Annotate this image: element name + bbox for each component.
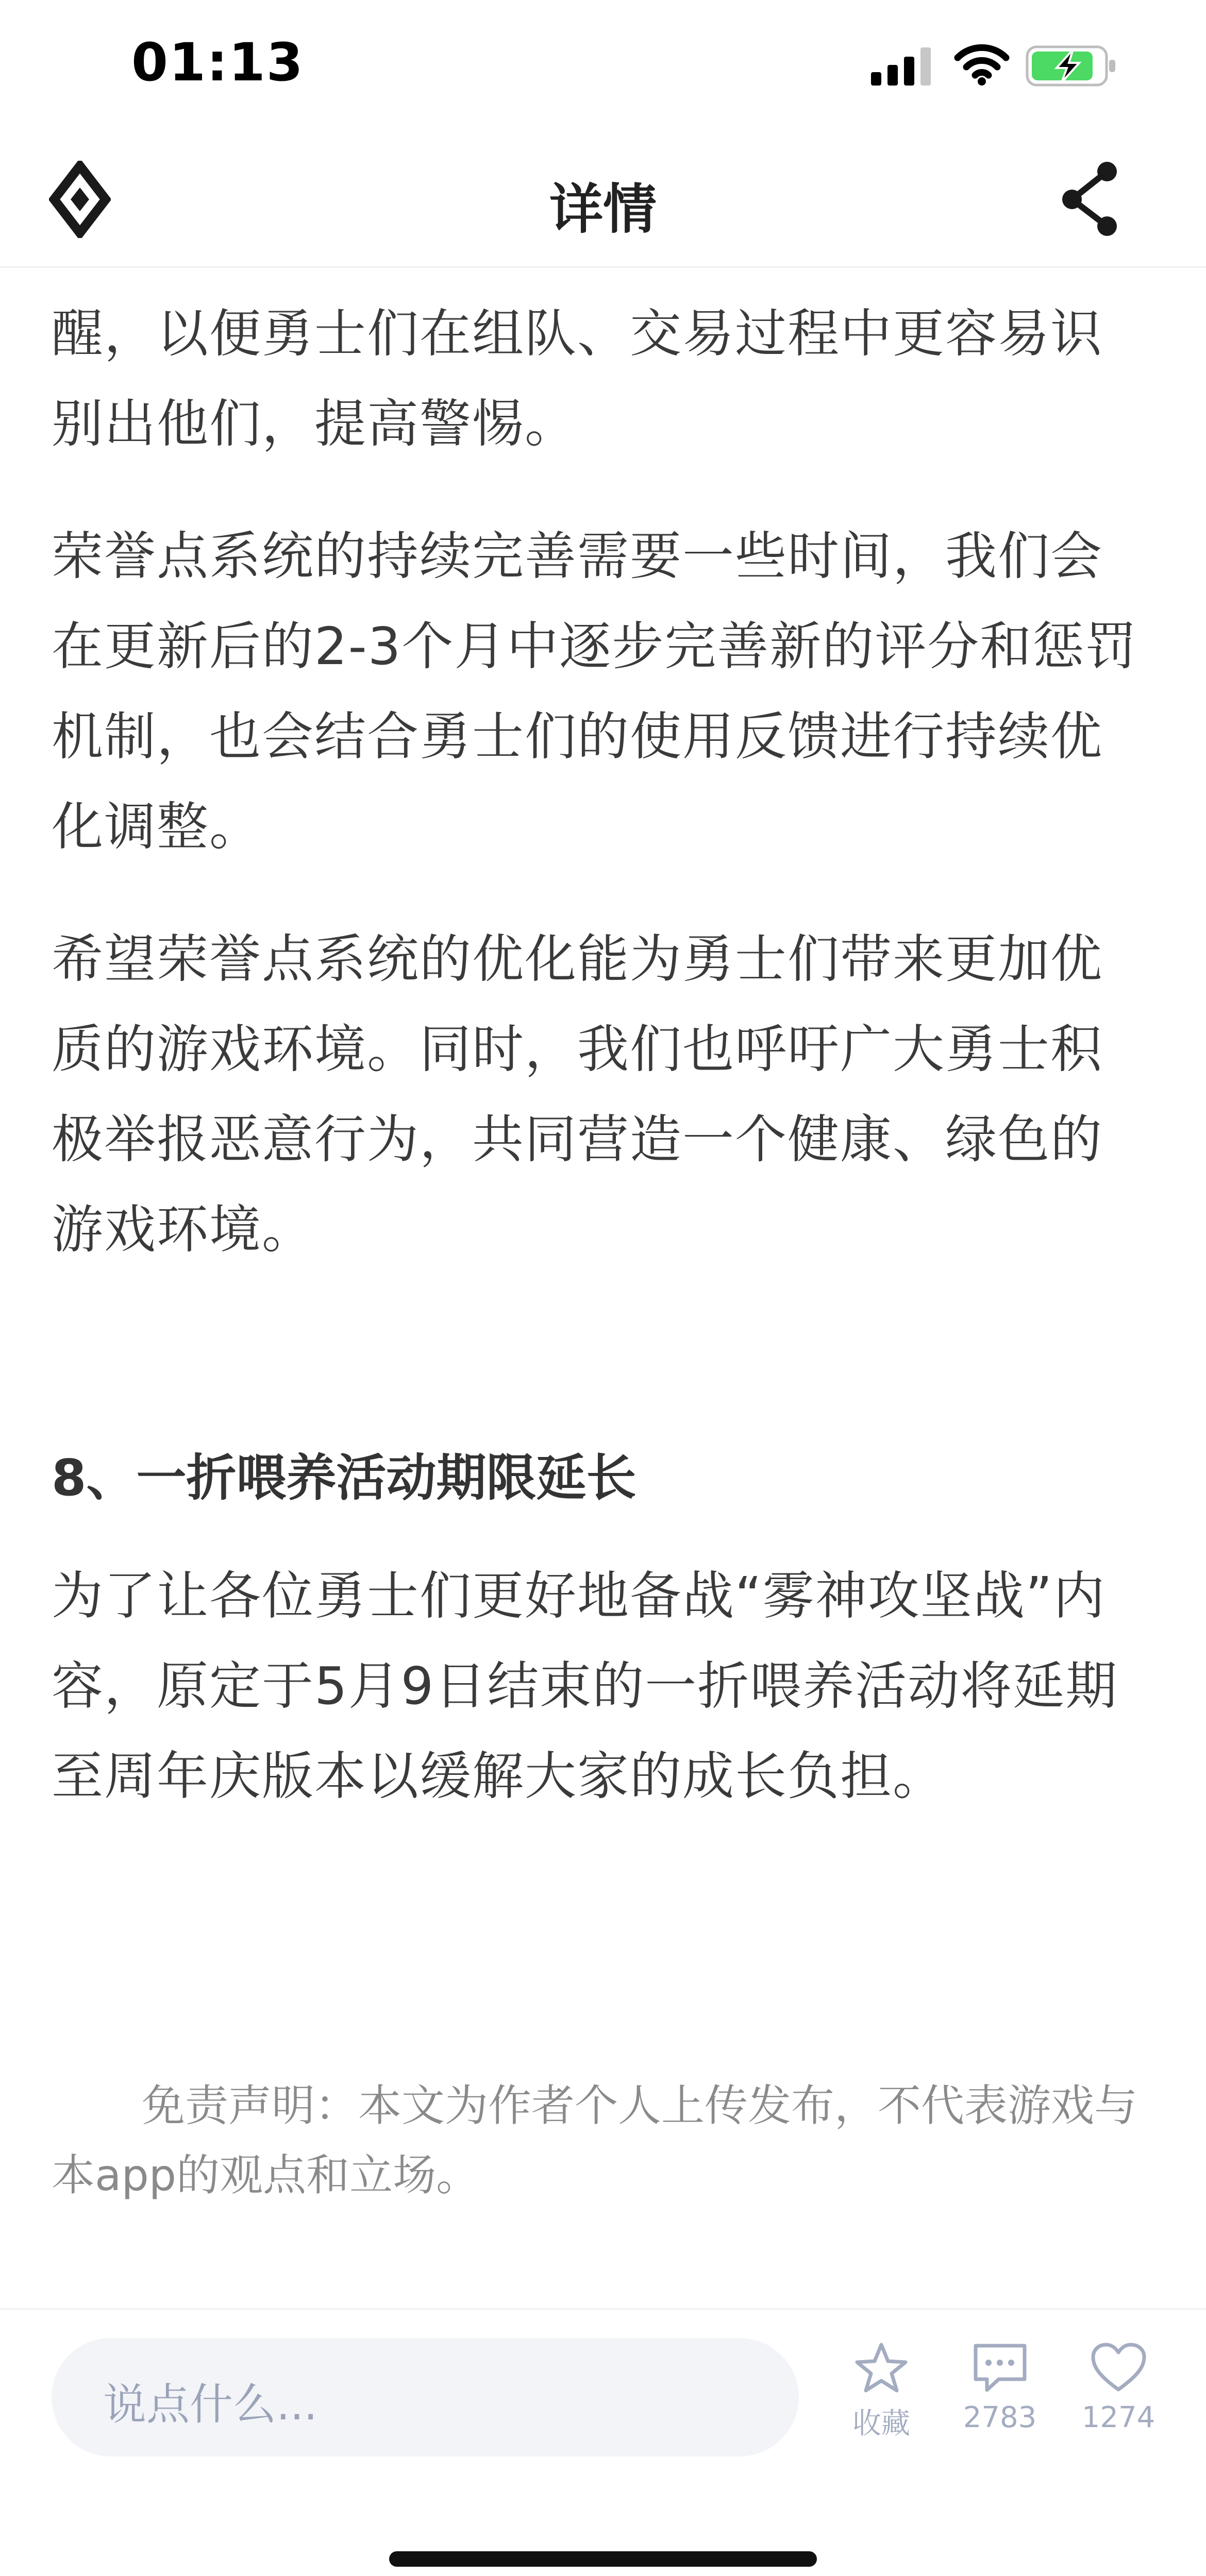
signal-icon: [871, 45, 933, 87]
comment-button[interactable]: [941, 2341, 1059, 2434]
share-icon[interactable]: [1057, 157, 1124, 240]
article-body: [52, 289, 1154, 1317]
comment-icon: [970, 2341, 1030, 2395]
star-icon: [853, 2341, 910, 2395]
article-paragraph: 荣誉点系统的持续完善需要一些时间，我们会在更新后的2-3个月中逐步完善新的评分和惩罚机制，也会结合勇士们的使用反馈进行持续优化调整。: [52, 526, 1138, 857]
like-count: 1274: [1081, 2401, 1155, 2434]
comment-placeholder: 说点什么...: [103, 2379, 318, 2430]
status-bar: [0, 0, 1206, 134]
article-paragraph: 醒，以便勇士们在组队、交易过程中更容易识别出他们，提高警惕。: [52, 303, 1103, 454]
like-button[interactable]: [1059, 2341, 1178, 2434]
bottom-action-bar: [0, 2308, 1206, 2576]
favorite-button[interactable]: [822, 2341, 941, 2442]
favorite-label: 收藏: [852, 2407, 910, 2441]
status-icons: [871, 40, 1118, 92]
article-paragraph: 希望荣誉点系统的优化能为勇士们带来更加优质的游戏环境。同时，我们也呼吁广大勇士积极举报恶意行为，共同营造一个健康、绿色的游戏环境。: [52, 929, 1103, 1260]
comment-count: 2783: [963, 2401, 1037, 2434]
disclaimer-text: 免责声明：本文为作者个人上传发布，不代表游戏与本app的观点和立场。: [52, 2080, 1138, 2200]
section-heading: 8、一折喂养活动期限延长: [52, 1449, 636, 1507]
battery-icon: [1026, 45, 1118, 87]
page-title: 详情: [549, 178, 657, 241]
home-indicator[interactable]: [389, 2551, 817, 2567]
comment-input[interactable]: [52, 2338, 799, 2456]
nav-bar: [0, 134, 1206, 268]
wifi-icon: [953, 40, 1010, 87]
heart-icon: [1089, 2341, 1148, 2395]
article-paragraph: 为了让各位勇士们更好地备战“雾神攻坚战”内容，原定于5月9日结束的一折喂养活动将延期至周年庆版本以缓解大家的成长负担。: [52, 1566, 1118, 1806]
status-time: 01:13: [131, 32, 304, 93]
